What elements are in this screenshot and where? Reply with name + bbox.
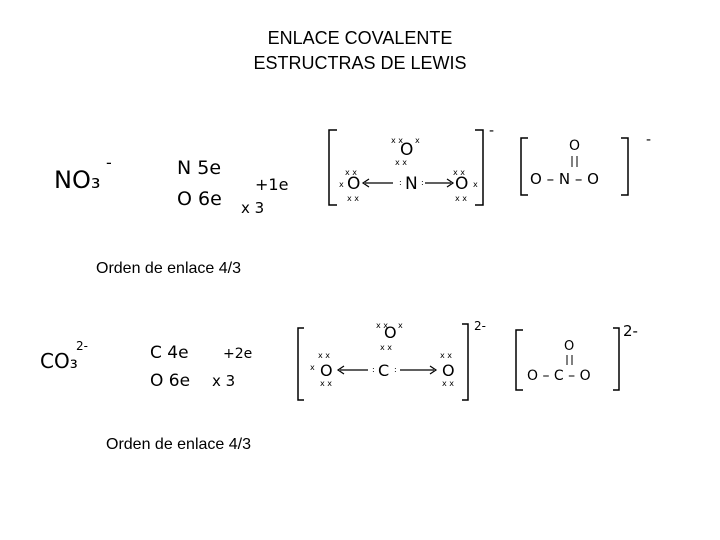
svg-text:x x: x x — [442, 379, 455, 388]
page-title — [0, 26, 720, 76]
svg-text:x x: x x — [440, 351, 453, 360]
svg-text:x x: x x — [318, 351, 331, 360]
svg-text:x x: x x — [391, 136, 404, 145]
title-line-2: ESTRUCTRAS DE LEWIS — [253, 53, 467, 73]
left-bracket — [329, 130, 337, 205]
nitrate-lewis-structure — [325, 125, 505, 210]
svg-text:x x: x x — [347, 194, 360, 203]
carbonate-simple-structure — [513, 322, 663, 397]
right-bracket — [462, 324, 468, 400]
svg-text:x x: x x — [453, 168, 466, 177]
svg-text:x: x — [398, 321, 403, 330]
svg-text:x: x — [415, 136, 420, 145]
svg-text:x: x — [310, 363, 315, 372]
bond-row: O – N – O — [530, 170, 599, 188]
carbonate-formula-charge: 2- — [76, 339, 88, 353]
svg-text:x x: x x — [380, 343, 393, 352]
svg-text:x x: x x — [320, 379, 333, 388]
bracket-charge: 2- — [623, 322, 638, 340]
carbonate-formula-text: CO₃ — [40, 349, 78, 373]
center-nitrogen: N — [405, 174, 418, 194]
caption-carbonate: Orden de enlace 4/3 — [106, 436, 251, 453]
left-bracket — [298, 328, 304, 400]
nitrate-formula-text: NO₃ — [54, 166, 101, 194]
right-bracket — [613, 328, 619, 390]
svg-text:x: x — [473, 180, 478, 189]
nitrate-count-n: N 5e — [177, 157, 222, 179]
right-oxygen: O — [442, 361, 455, 380]
nitrate-electron-count — [175, 150, 305, 220]
top-oxygen: O — [564, 339, 575, 354]
center-carbon: C — [378, 361, 390, 380]
left-bracket — [521, 138, 528, 195]
svg-text:x x: x x — [376, 321, 389, 330]
svg-text::: : — [399, 178, 402, 187]
bracket-charge: - — [489, 123, 495, 139]
carbonate-lewis-structure — [294, 318, 494, 403]
left-oxygen: O — [320, 361, 333, 380]
right-oxygen: O — [455, 174, 469, 194]
left-oxygen: O — [347, 174, 361, 194]
svg-text:x x: x x — [455, 194, 468, 203]
svg-text:x: x — [339, 180, 344, 189]
top-oxygen: O — [384, 323, 397, 342]
right-bracket — [621, 138, 628, 195]
bond-row: O – C – O — [527, 368, 591, 384]
carbonate-formula — [38, 338, 118, 388]
nitrate-formula-charge: - — [106, 153, 112, 172]
svg-text::: : — [421, 178, 424, 187]
svg-text::: : — [394, 365, 397, 374]
bracket-charge: 2- — [474, 319, 486, 333]
left-bracket — [516, 330, 523, 390]
nitrate-formula — [52, 150, 132, 210]
title-line-1: ENLACE COVALENTE — [267, 28, 453, 48]
right-bracket — [475, 130, 483, 205]
carbonate-count-o: O 6e — [150, 371, 191, 391]
svg-text:x x: x x — [345, 168, 358, 177]
nitrate-simple-structure — [518, 130, 668, 205]
carbonate-count-c: C 4e — [150, 343, 189, 363]
top-oxygen: O — [400, 140, 414, 160]
bracket-charge: - — [646, 132, 652, 148]
nitrate-count-o: O 6e — [177, 188, 222, 210]
top-oxygen: O — [569, 138, 581, 154]
carbonate-electron-count — [148, 336, 278, 396]
svg-text:x x: x x — [395, 158, 408, 167]
nitrate-plus-e: +1e — [255, 175, 289, 194]
caption-nitrate: Orden de enlace 4/3 — [96, 260, 241, 277]
carbonate-times-3: x 3 — [212, 372, 236, 390]
carbonate-plus-e: +2e — [223, 346, 253, 362]
nitrate-times-3: x 3 — [241, 199, 265, 217]
svg-text::: : — [372, 365, 375, 374]
